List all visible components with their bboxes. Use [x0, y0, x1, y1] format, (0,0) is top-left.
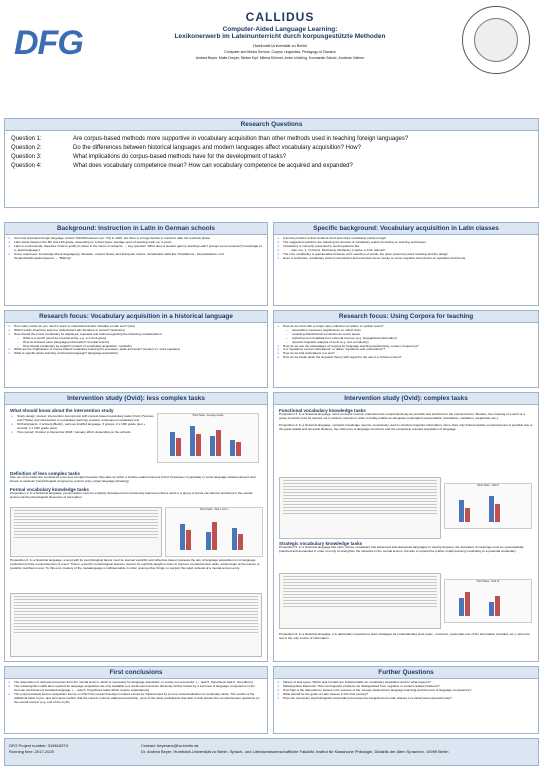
- list-item: ➢ Metacognitive Elements: How can linguistic problems be distinguished from cognitive or content-related problems?: [283, 685, 534, 689]
- chart-task-8: [444, 483, 532, 529]
- research-focus-2-title: Research focus: Using Corpora for teaching: [274, 311, 538, 323]
- specific-background-panel: [273, 222, 539, 306]
- list-item: ➢ 3rd most important foreign language: almost 700.000 learners (ca. 7%) in 2015, but there is a huge decline in numbers after the textbook phase: [14, 237, 263, 241]
- intervention-1-panel: [4, 392, 268, 662]
- background-panel: [4, 222, 268, 306]
- section-heading: Strategic vocabulary knowledge tasks: [279, 541, 363, 546]
- intervention-2-title: Intervention study (Ovid): complex tasks: [274, 393, 538, 405]
- chart-title: Word Tasks - Task 1 and 2: [199, 508, 229, 511]
- list-item: ➢ How should the (core) vocabulary be displayed, repeated and trained regarding the following considerations:: [14, 333, 263, 337]
- task-example: [10, 507, 162, 557]
- bar: [465, 592, 470, 616]
- bar: [170, 432, 175, 456]
- bar: [489, 496, 494, 522]
- intervention-1-title: Intervention study (Ovid): less complex tasks: [5, 393, 267, 405]
- chart-average: [157, 413, 259, 463]
- hu-seal-inner: [474, 18, 518, 62]
- list-item: ➢ Some responses: knowledge about language(s), literature, ancient history and European culture, transferable skills like Translations-, Interpretations- und Textarschließungskompetenz → "Bildung": [14, 253, 263, 261]
- chart-title: Word Tasks - Average results: [192, 414, 224, 417]
- university: Humboldt-Universität zu Berlin: [252, 43, 308, 48]
- list-item: ➢ nato | ire, ii, I (Umruf), Rechnung, Methode | (maybe +) F.W. rationell .: [283, 249, 534, 253]
- bar: [459, 500, 464, 522]
- list-item: ➢ What should be the goals of Latin classes in the 21st century?: [283, 693, 534, 697]
- research-focus-1-title: Research focus: Vocabulary acquisition in a historical language: [5, 311, 267, 323]
- sub-item: – How should vocabulary be taught? (models of vocabulary acquisition, methods): [23, 345, 263, 349]
- list-item: ➢ A known problem is that students don't learn their vocabulary (well) enough.: [283, 237, 534, 241]
- bar: [238, 534, 243, 550]
- research-focus-2-panel: [273, 310, 539, 388]
- dfg-logo: DFG: [14, 24, 83, 62]
- task-example: [279, 573, 441, 629]
- question-row: Question 3: What implications do corpus-based methods have for the development of tasks?: [11, 154, 287, 160]
- proposition-1: Proposition 1: In a historical language, pronunciation must be explicitly developed and consciously learned so that a word or a group of words can also be anchored in the mental lexicon via the phonological dimension of perception.: [10, 490, 253, 499]
- list-item: ➢ How do we find collocations in a text?: [283, 352, 534, 356]
- services: Computer and Media Service, Corpus Linguistics, Pedagogy of Classics: [224, 50, 336, 54]
- authors: Andrea Beyer, Malte Dreyer, Stefan Kipf, Milena Klünner, Anke Lüdeling, Konstantin Schulz, Andreas Vollmer: [195, 56, 365, 60]
- sub-item: – modeling distributional semantics as vector space: [292, 333, 534, 337]
- list-item: ➢ The (corpus-based) lexicon acquisition theory on which the research design is based cannot be implemented by a mere contextualization of vocabulary tasks. The results of the additional tasks in pre- and post-tests confirm that the context must be addressed explicitly; none of the study participants was able to fully answer the comprehension questions on the overall context (e.g. end of the myth).: [14, 693, 263, 705]
- task-example: [10, 593, 262, 657]
- section-heading: Functional vocabulary knowledge tasks: [279, 408, 366, 413]
- list-item: ➢ Even in textbooks, vocabulary work is inconsistent and exercises focus mostly on a low cognitive level (focus on repetition and forms).: [283, 257, 534, 261]
- list-item: ➢ The suggested solutions are reducing the amount of vocabulary and/or focussing on learning techniques.: [283, 241, 534, 245]
- running-time: Running time: 2017-2020: [9, 749, 54, 754]
- bar: [495, 596, 500, 616]
- proposition-3: Proposition 3: In a historical language, word concepts must be understood as comprehensively as possible and anchored in the mental lexicon. Besides, the meaning of a word or a group of words must be worked out in various contexts in order to finally enable an adequate meaningful representation (translation, mediation, paraphrase etc.).: [279, 412, 526, 420]
- sub-item: – dynamic linguistic analysis of texts (e.g. text complexity): [292, 341, 534, 345]
- task-example: [279, 477, 441, 539]
- list-item: ➢ What is specific about learning a historical language? (language acquisition): [14, 352, 263, 356]
- list-item: ➢ The metacognition skills also required for language acquisition are only available to a small extent and are obviously further limited by a low level of language competence in the German (technical or) standard language. (→ task 5, Hypothesis tasks which require explanations).: [14, 685, 263, 693]
- intervention-2-panel: [273, 392, 539, 662]
- list-item: ➢ Latin starts between the 5th and 11th grade, depending on school types; average span of learning Latin ca. 4 years: [14, 241, 263, 245]
- bar: [495, 504, 500, 522]
- bar: [206, 532, 211, 550]
- sub-item: – retrieving text metadata from external sources (e.g. biographical information): [292, 337, 534, 341]
- contact-link[interactable]: Contact: beyeranz@hu-berlin.de: [141, 743, 199, 748]
- bar: [232, 528, 237, 550]
- address: Dr. Andrea Beyer, Humboldt-Universität zu Berlin, Sprach- und Literaturwissenschaftliche Fakultät, Institut für Klassische Philologie, Didaktik der Alten Sprachen, 10099 Berlin: [141, 749, 449, 754]
- list-item: ➢ Study design: pretest, intervention (test groups with context-based vocabulary tasks (Ovid, Pyramus and Thisbe) and introduction to vocabulary learning; posttest, subsequent vocabulary test: [17, 415, 157, 423]
- sub-item: – How do humans store (language) information? (mental lexicon): [23, 341, 263, 345]
- subtitle-2: Lexikonerwerb im Lateinunterricht durch korpusgestützte Methoden: [174, 33, 386, 40]
- bar: [196, 434, 201, 456]
- list-item: ➢ The automation of retrieval processes from the mental lexicon, which is necessary for language acquisition, is mostly not successful. (→ task 5, Hypothesis task 6, Grundform).: [14, 681, 263, 685]
- chart-task-1-2: [165, 507, 263, 557]
- research-questions-title: Research Questions: [5, 119, 538, 131]
- bar: [216, 430, 221, 456]
- specific-background-title: Specific background: Vocabulary acquisition in Latin classes: [274, 223, 538, 235]
- list-item: ➢ How do we use the advantages of corpora for language teaching (authenticity, context, frequency)?: [283, 345, 534, 349]
- question-row: Question 4: What does vocabulary competence mean? How can vocabulary competence be acquired and expanded?: [11, 163, 353, 169]
- section-heading: What should know about the intervention study: [10, 408, 114, 413]
- bar: [180, 524, 185, 550]
- bar: [459, 598, 464, 616]
- list-item: ➢ How high is the dependency between the success of the concept (state-driven language learning) and the level of language competence?: [283, 689, 534, 693]
- conclusions-title: First conclusions: [5, 667, 267, 679]
- research-questions-panel: [4, 118, 539, 208]
- bar: [465, 508, 470, 522]
- bar: [186, 530, 191, 550]
- list-item: ➢ Time period: October to December 2018 / January 2019, depending on the schools: [17, 431, 157, 435]
- subtitle-1: Computer-Aided Language Learning:: [222, 26, 338, 33]
- section-heading: Formal vocabulary knowledge tasks: [10, 486, 89, 492]
- sub-item: – association measures (significance vs. effect size): [292, 329, 534, 333]
- further-questions-panel: [273, 666, 539, 734]
- bar: [212, 522, 217, 550]
- proposition-4: Proposition 4: In a historical language, syntactic knowledge must be consciously used to structure linguistic information, since often only limited intuitive comprehension is possible due to the great spatial and temporal distance, the otherness of language structures and the receptively oriented acquisition of language.: [279, 422, 533, 431]
- section-heading: Definition of less complex tasks: [10, 471, 80, 476]
- list-item: ➢ What are the implications of corpus-based vocabulary learning for exercises, tasks and tests? (context vs. word equation): [14, 348, 263, 352]
- bar: [176, 438, 181, 456]
- proposition-6: Proposition 6: In a historical language, it is particularly important to learn strategies for understanding texts (topic - comment, systematic use of the information provided, etc.), since the text is the only source of information.: [279, 632, 530, 640]
- footer: [4, 738, 539, 766]
- list-item: ➢ The core vocabulary is questionable because of its selection of words, the given (German) word meaning and the design.: [283, 253, 534, 257]
- background-title: Background: Instruction in Latin in German schools: [5, 223, 267, 235]
- list-item: ➢ How do we break down the linguistic theory with regard to the use in a school context?: [283, 356, 534, 360]
- question-row: Question 1: Are corpus-based methods more supportive in vocabulary acquisition than other methods used in teaching foreign languages?: [11, 136, 409, 142]
- list-item: ➢ Variety of task types: Which task formats are indispensable for vocabulary acquisition and for what reasons?: [283, 681, 534, 685]
- bar: [489, 602, 494, 616]
- chart-title: Word Tasks - Task 8: [477, 484, 499, 487]
- bar: [230, 440, 235, 456]
- question-row: Question 2: Do the differences between historical languages and modern languages affect vocabulary acquisition? How?: [11, 145, 361, 151]
- list-item: ➢ Latin is controversial, therefore it has to justify its place in the canon of subjects. → Key question: What does a student gain by learning Latin? (except some (useless?) knowledge of a „dead language"): [14, 245, 263, 253]
- bar: [236, 442, 241, 456]
- chart-title: Word Tasks - Task 10: [476, 580, 500, 583]
- research-focus-1-panel: [4, 310, 268, 388]
- list-item: ➢ 60 Participants: 3 schools (Berlin), Latin as 2nd/3rd language, 3 groups: 2 x 10th grade (test + control), 1 x 10th grade (test): [17, 423, 157, 431]
- project-number: DFG Project number: 316618374: [9, 743, 68, 748]
- definition-text: Five out of ten tasks are considered to be less complex because they take up either a surface-related element (Ovid: hexameter, hyperbata) or some language-related element well known to students (morphological congruency, lexicon entry, target language phrasing).: [10, 475, 256, 483]
- list-item: ➢ How do we work with a corpus (any collection of written or spoken texts)?: [283, 325, 534, 329]
- list-item: ➢ How can necessary psycholinguistic automation processes be integrated into Latin classes in a varied and purposeful way?: [283, 697, 534, 701]
- further-questions-title: Further Questions: [274, 667, 538, 679]
- list-item: ➢ Vocabulary is currently presented in word equations like: [283, 245, 534, 249]
- project-title: CALLIDUS: [245, 10, 315, 24]
- list-item: ➢ Is it "equations versus collocations" or rather "equations and collocations"?: [283, 348, 534, 352]
- bar: [190, 426, 195, 456]
- list-item: ➢ How many words do you need to learn to understand and/or translate a Latin text? (size): [14, 325, 263, 329]
- bar: [210, 436, 215, 456]
- sub-item: – What is a word? (word as a lexical entity, e.g. a 1-/2-/3-gram): [23, 337, 263, 341]
- proposition-2: Proposition 2: In a historical language, a word with its morphological facets must be learned explicitly and reflection-based, because the aim of language acquisition is not language production but the comprehension of a text. That is, a word's morphological features need to be explicitly taught in order to improve comprehension skills, words begin at the learner or possibly morpheme level. To this end, mastery of the metalanguage is indispensable in order, among other things, to support the rapid retrieval of a mental lexicon entry.: [10, 558, 260, 570]
- conclusions-panel: [4, 666, 268, 734]
- proposition-5: Proposition 5: In a historical language like Latin, whose vocabulary has influenced Indo-European languages to varying degrees, the derivation of meanings must be systematically practiced and demanded in order not only to strengthen the networks in the mental lexicon, but also to expand the (rather small) learning vocabulary to a potential vocabulary.: [279, 545, 524, 553]
- chart-task-10: [444, 579, 532, 623]
- list-item: ➢ Which words should be learnt to understand Latin literature in school? (selection): [14, 329, 263, 333]
